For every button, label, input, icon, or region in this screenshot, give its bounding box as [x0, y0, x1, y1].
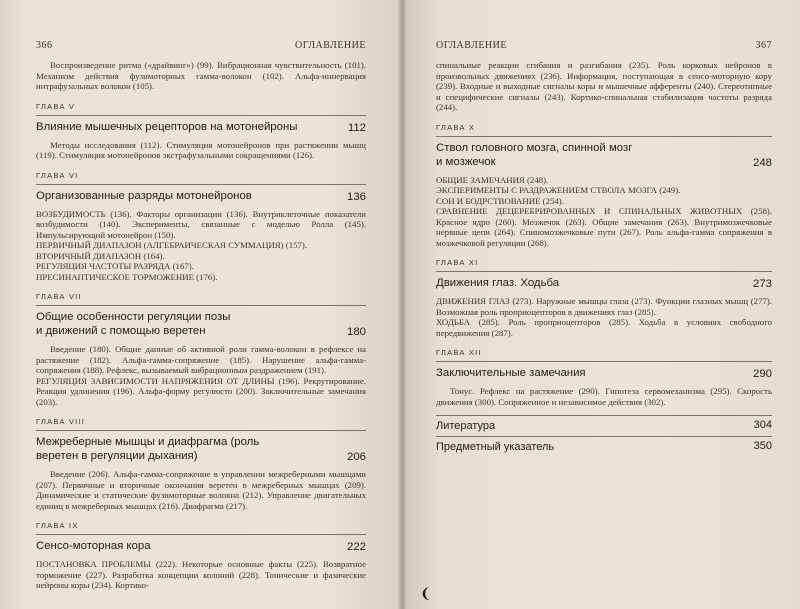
section-entry: ОБЩИЕ ЗАМЕЧАНИЯ (248).: [436, 174, 549, 185]
chapter-title: Влияние мышечных рецепторов на мотонейроны: [36, 120, 298, 133]
right-page-content: [436, 0, 772, 457]
chapter-title-line: Межреберные мышцы и диафрагма (роль: [36, 436, 260, 448]
chapter-title: Сенсо-моторная кора: [36, 540, 151, 552]
section-entry: РЕГУЛЯЦИЯ ЗАВИСИМОСТИ НАПРЯЖЕНИЯ ОТ ДЛИНЫ (196). Рекрутирование. Реакция удлинения (196). Альфа-форму регулюсто (200). Заключительные замечания (203).: [36, 375, 366, 407]
chapter-label: ГЛАВА V: [36, 101, 76, 111]
chapter-heading: [436, 271, 772, 290]
chapter-label: ГЛАВА VIII: [36, 417, 86, 426]
ink-mark-icon: ❨: [420, 586, 432, 602]
page-number: 367: [755, 40, 772, 51]
chapter-contents: Методы исследования (112). Стимуляция мотонейронов при растяжении мышц (119). Стимуляция мотонейронов экстрафузальными сокращениями (126).: [36, 139, 366, 160]
section-entry: РЕГУЛЯЦИЯ ЧАСТОТЫ РАЗРЯДА (167).: [36, 261, 194, 271]
chapter-heading: [36, 305, 366, 338]
section-entry: СРАВНЕНИЕ ДЕЦЕРЕБРИРОВАННЫХ И СПИНАЛЬНЫХ ЖИВОТНЫХ (258). Красное ядро (260). Мозжечок (263). Общие замечания (263). Внутримозжечковые нервные цепи (264). Спиномозжечковые пути (267). Роль альфа-гамма сопряжения в мозжечковой регуляции (268).: [436, 206, 772, 248]
chapter-page: 112: [347, 121, 366, 134]
chapter-title-line: веретен в регуляции дыхания): [36, 450, 198, 462]
page-number: 366: [36, 40, 53, 51]
section-entry: ВТОРИЧНЫЙ ДИАПАЗОН (164).: [36, 250, 165, 261]
chapter-title: [436, 141, 632, 169]
section-entry: ПРЕСИНАПТИЧЕСКОЕ ТОРМОЖЕНИЕ (176).: [36, 271, 218, 282]
chapter-contents: Введение (180). Общие данные об активной роли гамма-волокон в рефлексе на растяжение (182). Альфа-гамма-сопряжение (185). Нарушение альфа-гамма-сопряжения (188). Рефлекс, вызываемый вибрационным раздражением (191).: [36, 344, 366, 375]
chapter-page: 248: [752, 156, 772, 169]
chapter-title: [36, 435, 259, 463]
section-entry: ПОСТАНОВКА ПРОБЛЕМЫ (222). Некоторые основные факты (225). Возвратное торможение (227). Разработка концепции колоний (228). Тонические и фазические нейроны коры (234). Кортико-: [36, 559, 366, 590]
right-page-header: [436, 40, 772, 52]
chapter-label: ГЛАВА VII: [36, 292, 82, 301]
intro-paragraph: Воспроизведение ритма («драйвинг») (99). Вибрационная чувствительность (101). Механизм действия фузимоторных гамма-волокон (102). Альфа-иннервация интрафузальных волокон (105).: [36, 60, 366, 91]
chapter-page: 136: [346, 190, 366, 203]
section-entry: ХОДЬБА (285). Роль проприоцепторов (285). Ходьба в условиях свободного передвижения (287).: [436, 317, 772, 338]
section-entry: ДВИЖЕНИЯ ГЛАЗ (273). Наружные мышцы глаза (273). Функции глазных мышц (277). Возможная роль проприоцепторов в движениях глаз (285).: [436, 296, 772, 317]
chapter-title: Движения глаз. Ходьба: [436, 277, 560, 289]
section-entry: ЭКСПЕРИМЕНТЫ С РАЗДРАЖЕНИЕМ СТВОЛА МОЗГА (249).: [436, 185, 681, 195]
chapter-title: [36, 310, 230, 338]
entry-title: Предметный указатель: [436, 441, 555, 453]
chapter-heading: [36, 534, 366, 553]
chapter-label: ГЛАВА IX: [36, 521, 79, 530]
chapter-label: ГЛАВА VI: [36, 170, 79, 180]
left-page-header: [36, 40, 366, 52]
chapter-title-line: и движений с помощью веретен: [36, 325, 206, 337]
section-entry: СОН И БОДРСТВОВАНИЕ (254).: [436, 195, 564, 206]
chapter-heading: [36, 115, 366, 134]
section-entry: ВОЗБУДИМОСТЬ (136). Факторы организации (136). Внутриклеточные показатели возбудимости (140). Эксперименты, связанные с моделью Ролла (145). Импульсирующий мотонейрон (150).: [36, 208, 366, 240]
chapter-heading: [436, 136, 772, 169]
left-page-content: [36, 0, 366, 591]
chapter-label: ГЛАВА XI: [436, 258, 479, 267]
chapter-heading: [436, 361, 772, 380]
chapter-title-line: и мозжечок: [436, 155, 496, 168]
chapter-contents: Введение (206). Альфа-гамма-сопряжение в управлении межреберными мышцами (207). Первичные и вторичные окончания веретен в межреберных мышцах (209). Динамические и статические фузимоторные волокна (212). Управление двигательных единиц в межреберных мышцах (216). Диафрагма (217).: [36, 469, 366, 511]
chapter-label: ГЛАВА XII: [436, 348, 482, 357]
toc-entry-literature: [436, 415, 772, 436]
chapter-contents: Тонус. Рефлекс на растяжение (290). Гипотеза сервомеханизма (295). Скорость движения (300). Сопряженное и независимое действия (302).: [436, 386, 772, 407]
chapter-heading: [36, 430, 366, 463]
chapter-title: Организованные разряды мотонейронов: [36, 189, 252, 202]
intro-paragraph: спинальные реакции сгибания и разгибания (235). Роль корковых нейронов в произвольных движениях (236). Информация, поступающая в сенсо-моторную кору (239). Входные и выходные сигналы коры и мышечные афференты (240). Стереотипные и специфические сигналы (243). Кортико-спинальная стабилизация частоты разряда (244).: [436, 60, 772, 112]
running-head: ОГЛАВЛЕНИЕ: [295, 40, 366, 51]
chapter-page: 222: [346, 541, 366, 553]
chapter-page: 180: [346, 326, 366, 338]
chapter-label: ГЛАВА X: [436, 122, 476, 132]
section-entry: ПЕРВИЧНЫЙ ДИАПАЗОН (АЛГЕБРАИЧЕСКАЯ СУММАЦИЯ) (157).: [36, 240, 308, 250]
entry-page: 350: [753, 440, 772, 452]
chapter-title-line: Ствол головного мозга, спинной мозг: [436, 141, 633, 154]
chapter-heading: [36, 184, 366, 203]
right-page: [402, 0, 800, 609]
toc-entry-index: [436, 436, 772, 457]
book-gutter: [398, 0, 406, 609]
chapter-title-line: Общие особенности регуляции позы: [36, 311, 231, 323]
running-head: ОГЛАВЛЕНИЕ: [436, 40, 507, 51]
chapter-page: 273: [752, 278, 772, 290]
chapter-title: Заключительные замечания: [436, 367, 586, 379]
entry-page: 304: [753, 419, 772, 431]
chapter-page: 290: [752, 368, 772, 380]
chapter-page: 206: [346, 451, 366, 463]
entry-title: Литература: [436, 420, 496, 432]
